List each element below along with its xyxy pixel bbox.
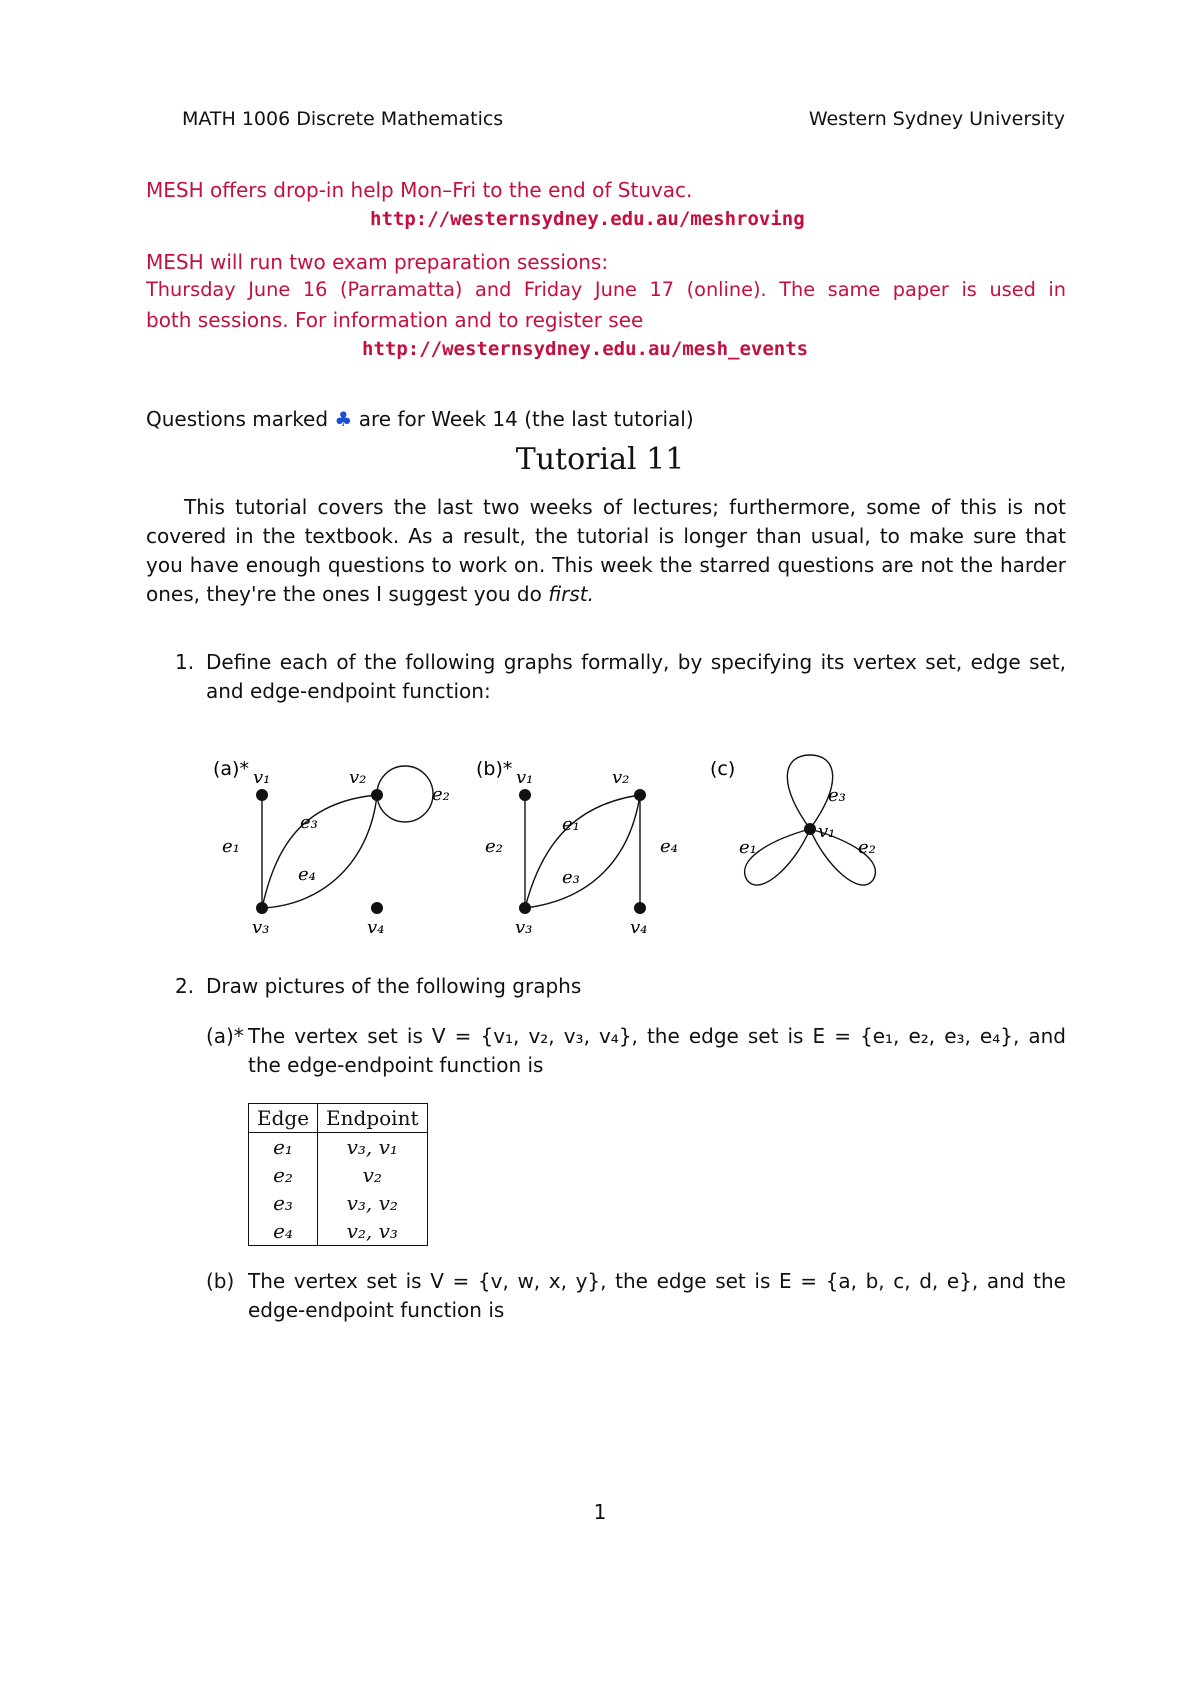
vertex-a-v4 xyxy=(371,902,383,914)
table-cell-endpoint: v₃, v₂ xyxy=(346,1191,398,1215)
graph-b xyxy=(525,795,640,908)
label-a-v1: v₁ xyxy=(253,767,271,788)
intro-line-4-a: ones, they're the ones I suggest you do xyxy=(146,582,549,606)
q1-graphs xyxy=(0,740,1200,940)
q1-line-1: Define each of the following graphs formally, by specifying its vertex set, edge set, xyxy=(206,650,1066,674)
intro-paragraph xyxy=(146,493,1066,609)
intro-line-4 xyxy=(146,580,1066,609)
edge-b-e1 xyxy=(525,795,640,908)
table-cell-edge: e₁ xyxy=(249,1133,318,1162)
q2b-line-1: The vertex set is V = {v, w, x, y}, the edge set is E = {a, b, c, d, e}, and the xyxy=(248,1269,1066,1293)
vertex-b-v2 xyxy=(634,789,646,801)
table-cell-edge: e₄ xyxy=(249,1217,318,1246)
graph-c xyxy=(745,755,876,885)
club-icon: ♣ xyxy=(334,407,353,431)
marked-after: are for Week 14 (the last tutorial) xyxy=(358,407,694,431)
label-a-e2: e₂ xyxy=(432,784,450,805)
q2a-label: (a)* xyxy=(206,1024,244,1048)
q2b-line-2: edge-endpoint function is xyxy=(248,1298,505,1322)
mesh-line-1: MESH offers drop-in help Mon–Fri to the end of Stuvac. xyxy=(146,178,693,202)
label-c-e1: e₁ xyxy=(739,837,757,858)
loop-a-e2 xyxy=(377,766,433,822)
mesh-line-4: both sessions. For information and to register see xyxy=(146,308,644,332)
vertex-b-v3 xyxy=(519,902,531,914)
vertex-c-v1 xyxy=(804,823,816,835)
endpoint-table xyxy=(248,1103,428,1246)
q2b-label: (b) xyxy=(206,1269,235,1293)
vertex-a-v2 xyxy=(371,789,383,801)
label-a-v3: v₃ xyxy=(252,917,270,938)
q2b-text xyxy=(248,1267,1066,1325)
label-a-v2: v₂ xyxy=(349,767,367,788)
q2a-text xyxy=(248,1022,1066,1080)
university-name: Western Sydney University xyxy=(808,108,1065,130)
mesh-line-3: Thursday June 16 (Parramatta) and Friday June 17 (online). The same paper is used in xyxy=(146,278,1066,301)
graph-a xyxy=(262,766,433,908)
page-title: Tutorial 11 xyxy=(515,442,685,477)
graph-b-label: (b)* xyxy=(476,758,513,780)
intro-line-1: This tutorial covers the last two weeks of lectures; furthermore, some of this is not xyxy=(184,495,1066,519)
course-title: MATH 1006 Discrete Mathematics xyxy=(182,108,504,130)
label-a-e1: e₁ xyxy=(222,836,240,857)
intro-line-3: you have enough questions to work on. This week the starred questions are not the harder xyxy=(146,553,1066,577)
table-row xyxy=(249,1161,428,1189)
label-b-e2: e₂ xyxy=(485,836,503,857)
table-cell-endpoint: v₃, v₁ xyxy=(346,1135,398,1159)
label-b-v3: v₃ xyxy=(515,917,533,938)
label-c-e3: e₃ xyxy=(828,785,846,806)
label-a-v4: v₄ xyxy=(367,917,385,938)
label-b-e3: e₃ xyxy=(562,867,580,888)
edge-b-e3 xyxy=(525,795,640,908)
loop-c-e3 xyxy=(787,755,832,829)
table-cell-edge: e₃ xyxy=(249,1189,318,1217)
table-header-row xyxy=(249,1104,428,1133)
label-b-v4: v₄ xyxy=(630,917,648,938)
table-row xyxy=(249,1133,428,1162)
mesh-url-1[interactable]: http://westernsydney.edu.au/meshroving xyxy=(370,208,805,230)
q2a-line-2: the edge-endpoint function is xyxy=(248,1053,544,1077)
label-c-v1: v₁ xyxy=(818,821,836,842)
label-b-v2: v₂ xyxy=(612,767,630,788)
graph-c-label: (c) xyxy=(710,758,736,780)
page-number: 1 xyxy=(593,1500,607,1524)
intro-line-2: covered in the textbook. As a result, the tutorial is longer than usual, to make sure that xyxy=(146,524,1066,548)
q2a-line-1: The vertex set is V = {v₁, v₂, v₃, v₄}, the edge set is E = {e₁, e₂, e₃, e₄}, and xyxy=(248,1024,1066,1048)
label-b-e4: e₄ xyxy=(660,836,678,857)
marked-before: Questions marked xyxy=(146,407,329,431)
marked-note xyxy=(146,405,694,434)
table-header-edge: Edge xyxy=(249,1104,318,1133)
table-header-endpoint: Endpoint xyxy=(318,1104,427,1133)
table-cell-edge: e₂ xyxy=(249,1161,318,1189)
q2-number: 2. xyxy=(175,974,195,998)
q2-intro: Draw pictures of the following graphs xyxy=(206,974,582,998)
vertex-a-v3 xyxy=(256,902,268,914)
table-cell-endpoint: v₂ xyxy=(362,1163,382,1187)
label-a-e4: e₄ xyxy=(298,864,316,885)
label-b-v1: v₁ xyxy=(516,767,534,788)
vertex-b-v1 xyxy=(519,789,531,801)
label-b-e1: e₁ xyxy=(562,814,580,835)
table-row xyxy=(249,1217,428,1246)
q1-text xyxy=(206,648,1066,706)
graph-a-vertices xyxy=(256,789,383,914)
vertex-a-v1 xyxy=(256,789,268,801)
label-a-e3: e₃ xyxy=(300,812,318,833)
intro-first-emphasis: first. xyxy=(548,582,594,606)
q1-number: 1. xyxy=(175,650,195,674)
table-row xyxy=(249,1189,428,1217)
label-c-e2: e₂ xyxy=(858,837,876,858)
graph-a-label: (a)* xyxy=(213,758,249,780)
mesh-url-2[interactable]: http://westernsydney.edu.au/mesh_events xyxy=(362,338,809,360)
table-cell-endpoint: v₂, v₃ xyxy=(346,1219,398,1243)
mesh-line-2: MESH will run two exam preparation sessions: xyxy=(146,250,609,274)
endpoint-table-wrap xyxy=(248,1103,428,1246)
graph-b-vertices xyxy=(519,789,646,914)
q1-line-2: and edge-endpoint function: xyxy=(206,679,491,703)
vertex-b-v4 xyxy=(634,902,646,914)
